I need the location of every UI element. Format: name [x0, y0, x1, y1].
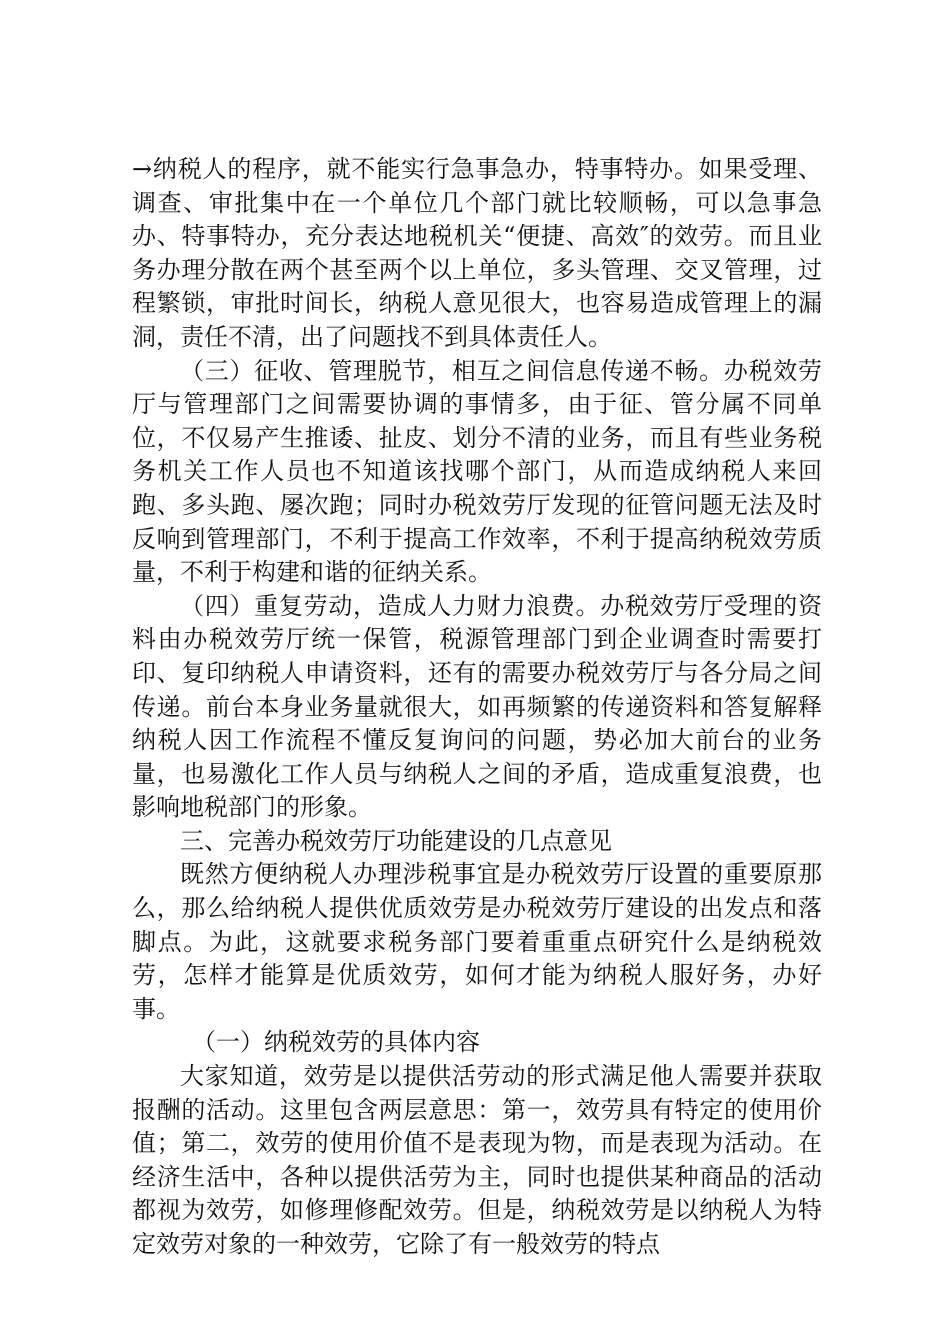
paragraph-service-content: 大家知道，效劳是以提供活劳动的形式满足他人需要并获取报酬的活动。这里包含两层意思：第一，效劳具有特定的使用价值；第二，效劳的使用价值不是表现为物，而是表现为活动。在经济生活中，各种以提供活劳为主，同时也提供某种商品的活动都视为效劳，如修理修配效劳。但是，纳税效劳是以纳税人为特定效劳对象的一种效劳，它除了有一般效劳的特点 [132, 1062, 822, 1258]
paragraph-section-four: （四）重复劳动，造成人力财力浪费。办税效劳厅受理的资料由办税效劳厅统一保管，税源管理部门到企业调查时需要打印、复印纳税人申请资料，还有的需要办税效劳厅与各分局之间传递。前台本身业务量就很大，如再频繁的传递资料和答复解释纳税人因工作流程不懂反复询问的问题，势必加大前台的业务量，也易激化工作人员与纳税人之间的矛盾，造成重复浪费，也影响地税部门的形象。 [132, 591, 822, 822]
section-heading: 三、完善办税效劳厅功能建设的几点意见 [180, 826, 612, 855]
paragraph-continuation: →纳税人的程序，就不能实行急事急办，特事特办。如果受理、调查、审批集中在一个单位几个部门就比较顺畅，可以急事急办、特事特办，充分表达地税机关“便捷、高效″的效劳。而且业务办理分散在两个甚至两个以上单位，多头管理、交叉管理，过程繁锁，审批时间长，纳税人意见很大，也容易造成管理上的漏洞，责任不清，出了问题找不到具体责任人。 [132, 155, 822, 351]
paragraph-intro: 既然方便纳税人办理涉税事宜是办税效劳厅设置的重要原那么，那么给纳税人提供优质效劳是办税效劳厅建设的出发点和落脚点。为此，这就要求税务部门要着重重点研究什么是纳税效劳，怎样才能算是优质效劳，如何才能为纳税人服好务，办好事。 [132, 860, 822, 1023]
document-page [132, 153, 822, 1262]
subsection-heading: （一）纳税效劳的具体内容 [192, 1028, 480, 1057]
paragraph-section-three: （三）征收、管理脱节，相互之间信息传递不畅。办税效劳厅与管理部门之间需要协调的事情多，由于征、管分属不同单位，不仅易产生推诿、扯皮、划分不清的业务，而且有些业务税务机关工作人员也不知道该找哪个部门，从而造成纳税人来回跑、多头跑、屡次跑；同时办税效劳厅发现的征管问题无法及时反响到管理部门，不利于提高工作效率，不利于提高纳税效劳质量，不利于构建和谐的征纳关系。 [132, 356, 822, 587]
